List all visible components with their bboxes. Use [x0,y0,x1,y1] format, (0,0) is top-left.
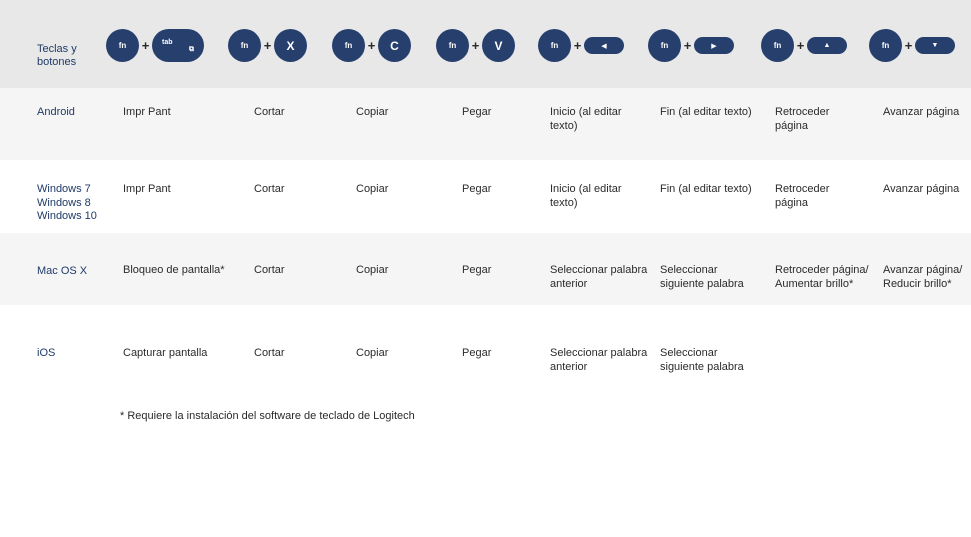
table-cell: Copiar [356,264,389,276]
arrow-up-icon: ▲ [807,37,847,54]
tab-key [152,29,204,62]
plus-sign: + [683,38,692,53]
arrow-down-icon: ▼ [915,37,955,54]
combo-fn-tab [106,29,204,62]
table-cell: Copiar [356,183,389,195]
table-cell: Cortar [254,264,285,276]
table-cell: Inicio (al editar texto) [550,183,622,209]
combo-fn-left [538,29,624,62]
fn-key: fn [538,29,571,62]
os-label-windows: Windows 7 Windows 8 Windows 10 [37,183,97,222]
footnote: * Requiere la instalación del software de teclado de Logitech [120,410,415,422]
os-label-mac: Mac OS X [37,265,88,277]
plus-sign: + [904,38,913,53]
combo-fn-down [869,29,955,62]
fn-key: fn [106,29,139,62]
combo-fn-up [761,29,847,62]
plus-sign: + [263,38,272,53]
table-cell: Copiar [356,106,389,118]
table-cell: Pegar [462,347,492,359]
table-cell: Retroceder página [775,106,830,132]
table-cell: Retroceder página [775,183,830,209]
table-cell: Fin (al editar texto) [660,183,752,195]
table-cell: Seleccionar siguiente palabra [660,347,744,373]
table-cell: Impr Pant [123,106,171,118]
combo-fn-c [332,29,411,62]
table-cell: Pegar [462,106,492,118]
table-cell: Fin (al editar texto) [660,106,752,118]
plus-sign: + [471,38,480,53]
x-key: X [274,29,307,62]
table-cell: Capturar pantalla [123,347,208,359]
table-cell: Bloqueo de pantalla* [123,264,225,276]
os-label-android: Android [37,106,75,118]
combo-fn-right [648,29,734,62]
app-switch-icon: ⧉ [189,46,194,53]
fn-key: fn [648,29,681,62]
os-label-ios: iOS [37,347,56,359]
table-cell: Copiar [356,347,389,359]
fn-key: fn [228,29,261,62]
table-cell: Avanzar página [883,106,960,118]
table-cell: Seleccionar palabra anterior [550,347,648,373]
header-label: Teclas y botones [37,43,77,68]
plus-sign: + [796,38,805,53]
table-cell: Avanzar página [883,183,960,195]
arrow-right-icon: ▶ [694,37,734,54]
fn-key: fn [436,29,469,62]
table-cell: Cortar [254,106,285,118]
table-cell: Cortar [254,347,285,359]
table-cell: Cortar [254,183,285,195]
arrow-left-icon: ◀ [584,37,624,54]
table-cell: Retroceder página/ Aumentar brillo* [775,264,869,290]
table-cell: Impr Pant [123,183,171,195]
tab-key-label: tab [162,39,173,46]
combo-fn-v [436,29,515,62]
v-key: V [482,29,515,62]
c-key: C [378,29,411,62]
plus-sign: + [141,38,150,53]
fn-key: fn [869,29,902,62]
fn-key: fn [332,29,365,62]
fn-key: fn [761,29,794,62]
table-cell: Seleccionar siguiente palabra [660,264,744,290]
plus-sign: + [573,38,582,53]
table-cell: Inicio (al editar texto) [550,106,622,132]
plus-sign: + [367,38,376,53]
table-cell: Avanzar página/ Reducir brillo* [883,264,963,290]
combo-fn-x [228,29,307,62]
table-cell: Seleccionar palabra anterior [550,264,648,290]
table-cell: Pegar [462,183,492,195]
table-cell: Pegar [462,264,492,276]
